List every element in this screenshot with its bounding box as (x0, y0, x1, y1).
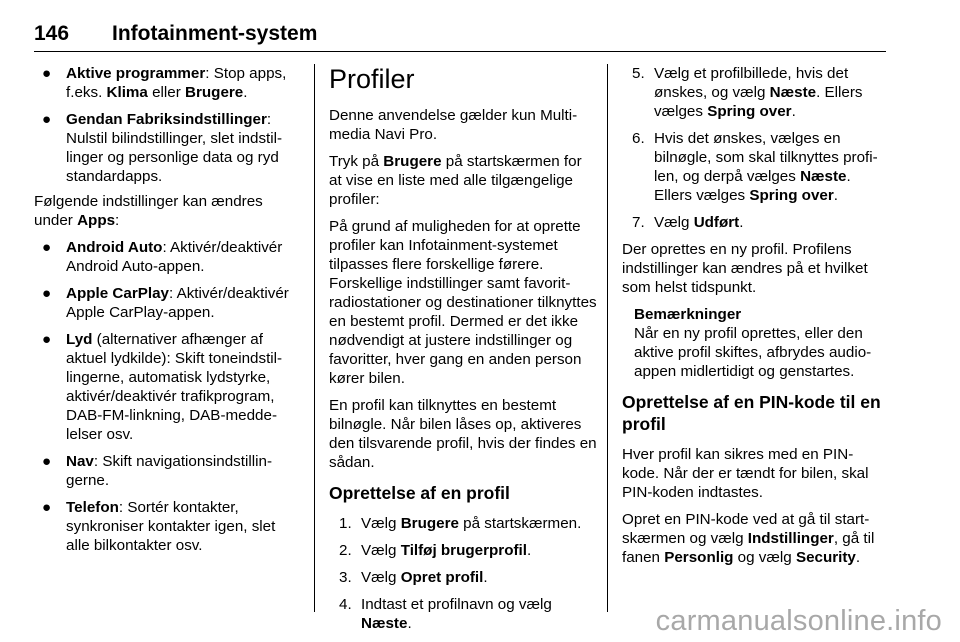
item-text: : Skift navigationsindstillingerne. (66, 453, 272, 489)
step-number: 2. (339, 542, 352, 559)
column-divider-2 (607, 64, 608, 612)
paragraph-text: på startskærmen for at vise en liste med alle tilgængelige profiler: (329, 153, 582, 208)
step-term: Brugere (400, 515, 459, 532)
column-1 (34, 64, 300, 563)
item-text: (alternativer afhænger af aktuel lydkilde): Skift toneindstillingerne, automatisk lydstyrke, aktivér/deaktivér trafikprogram, DAB-FM-linkning, DAB-meddelelser osv. (66, 331, 283, 443)
note-text: Når en ny profil oprettes, eller den aktive profil skiftes, afbrydes audio-appen midlertidigt og genstartes. (634, 325, 872, 380)
paragraph-text: . (855, 549, 861, 566)
step-term: Tilføj brugerprofil (400, 542, 527, 559)
item-term: Gendan Fabriksindstillinger (66, 111, 267, 128)
list-item (622, 64, 888, 121)
list-item (622, 213, 888, 232)
subsection-heading: Oprettelse af en PIN-kode til en profil (622, 392, 881, 434)
step-number: 3. (339, 569, 352, 586)
step-term: Spring over (749, 187, 834, 204)
step-text: . (791, 103, 796, 120)
step-text: på startskærmen. (458, 515, 582, 532)
step-text: Vælg (361, 569, 401, 586)
list-item (329, 541, 597, 560)
paragraph: På grund af muligheden for at oprette profiler kan Infotainment-systemet tilpasses flere forskellige førere. Forskellige indstillinger samt favoritradiostationer og destinationer tilknyttes en bestemt profil. Dermed er det ikke nødvendigt at justere indstillinger og favoritter, hver gang en anden person kører bilen. (329, 218, 597, 387)
item-term: Telefon (66, 499, 119, 516)
paragraph-term: Indstillinger (747, 530, 834, 547)
paragraph-text: Opret en PIN-kode ved at gå til startskærmen og vælg (622, 511, 870, 547)
list-item (34, 498, 300, 555)
item-term: Aktive programmer (66, 65, 206, 82)
item-text: : Nulstil bilindstillinger, slet indstillinger og personlige data og ryd standardapps. (66, 111, 283, 185)
paragraph (329, 152, 597, 209)
list-item (329, 514, 597, 533)
bullet-icon: ● (42, 499, 52, 516)
column-3 (622, 64, 888, 575)
step-text: . (833, 187, 839, 204)
page-number: 146 (34, 22, 70, 45)
page-header (34, 22, 886, 50)
step-number: 5. (632, 65, 645, 82)
item-term: Android Auto (66, 239, 163, 256)
step-term: Opret profil (400, 569, 484, 586)
item-term: Brugere (185, 84, 244, 101)
steps-list (329, 514, 597, 633)
paragraph: Denne anvendelse gælder kun Multimedia Navi Pro. (329, 107, 578, 143)
intro-term: Apps (77, 212, 116, 229)
list-item (34, 110, 300, 186)
step-text: . (483, 569, 488, 586)
step-number: 1. (339, 515, 352, 532)
item-text: : Sortér kontakter, synkroniser kontakter igen, slet alle bilkontakter osv. (66, 499, 276, 554)
paragraph-term: Security (795, 549, 856, 566)
bullet-icon: ● (42, 65, 52, 82)
apps-bullet-list (34, 238, 300, 555)
paragraph: En profil kan tilknyttes en bestemt bilnøgle. Når bilen låses op, aktiveres den tilsvarende profil, hvis der findes en sådan. (329, 397, 597, 471)
step-term: Spring over (707, 103, 792, 120)
list-item (34, 284, 300, 322)
paragraph-text: Tryk på (329, 153, 384, 170)
list-item (34, 452, 300, 490)
step-text: Vælg et profilbillede, hvis det ønskes, og vælg (654, 65, 849, 101)
step-text: Vælg (361, 515, 401, 532)
step-term: Næste (361, 615, 408, 632)
settings-bullet-list (34, 64, 300, 186)
list-item (329, 568, 597, 587)
step-text: . Ellers vælges (654, 168, 851, 204)
item-text: . (243, 84, 248, 101)
paragraph: Hver profil kan sikres med en PIN-kode. Når der er tændt for bilen, skal PIN-koden indtastes. (622, 446, 869, 501)
item-text: eller (147, 84, 186, 101)
step-term: Næste (769, 84, 817, 101)
step-term: Udført (693, 214, 740, 231)
intro-text: Følgende indstillinger kan ændres under (34, 193, 263, 229)
list-item (34, 238, 300, 276)
bullet-icon: ● (42, 453, 52, 470)
subsection-heading: Oprettelse af en profil (329, 483, 510, 503)
watermark: carmanualsonline.info (655, 605, 942, 637)
item-term: Apple CarPlay (66, 285, 169, 302)
item-text: : Aktivér/deaktivér Android Auto-appen. (66, 239, 283, 275)
steps-list-continued (622, 64, 888, 232)
step-number: 6. (632, 130, 645, 147)
item-term: Nav (66, 453, 94, 470)
paragraph-term: Personlig (664, 549, 734, 566)
bullet-icon: ● (42, 285, 52, 302)
step-text: . (526, 542, 532, 559)
bullet-icon: ● (42, 239, 52, 256)
step-term: Næste (800, 168, 847, 185)
step-text: . Ellers vælges (654, 84, 863, 120)
paragraph-term: Brugere (383, 153, 442, 170)
intro-text: : (115, 212, 120, 229)
step-text: Hvis det ønskes, vælges en bilnøgle, som skal tilknyttes profilen, og derpå vælges (654, 130, 878, 185)
paragraph: Der oprettes en ny profil. Profilens indstillinger kan ændres på et hvilket som helst tidspunkt. (622, 241, 868, 296)
step-number: 4. (339, 596, 352, 613)
item-term: Lyd (66, 331, 93, 348)
paragraph-text: , gå til fanen (622, 530, 875, 566)
step-number: 7. (632, 214, 645, 231)
section-heading: Profiler (329, 64, 415, 94)
step-text: . (739, 214, 744, 231)
step-text: Vælg (361, 542, 401, 559)
column-divider-1 (314, 64, 315, 612)
list-item (622, 129, 888, 205)
paragraph-text: og vælg (733, 549, 796, 566)
step-text: . (407, 615, 412, 632)
list-item (34, 330, 300, 444)
item-term: Klima (106, 84, 148, 101)
item-text: : Stop apps, f.eks. (66, 65, 287, 101)
page-title: Infotainment-system (112, 22, 318, 45)
header-rule (34, 51, 886, 52)
column-2 (329, 64, 597, 641)
item-text: : Aktivér/deaktivér Apple CarPlay-appen. (66, 285, 289, 321)
list-item (329, 595, 597, 633)
paragraph (622, 510, 888, 567)
note-heading: Bemærkninger (634, 306, 742, 323)
step-text: Vælg (654, 214, 694, 231)
apps-intro (34, 192, 300, 230)
list-item (34, 64, 300, 102)
note-box (622, 305, 888, 381)
step-text: Indtast et profilnavn og vælg (361, 596, 552, 613)
bullet-icon: ● (42, 111, 52, 128)
bullet-icon: ● (42, 331, 52, 348)
